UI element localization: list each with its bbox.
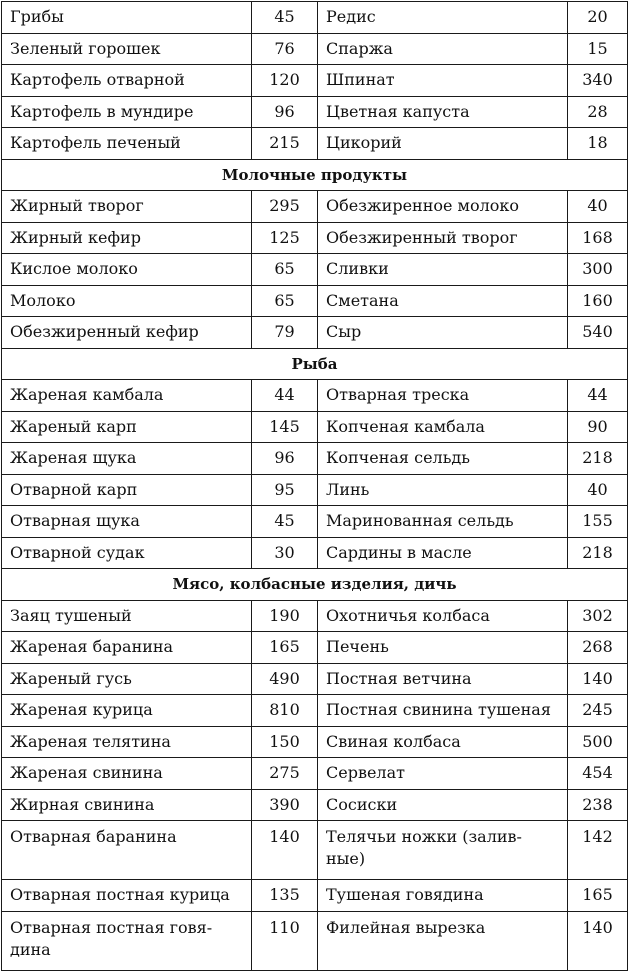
left-food-name: Молоко [2, 285, 252, 317]
left-calorie-value: 65 [252, 254, 318, 286]
table-row [2, 789, 628, 821]
table-row [2, 537, 628, 569]
right-calorie-value: 90 [568, 411, 628, 443]
left-calorie-value: 150 [252, 726, 318, 758]
left-calorie-value: 145 [252, 411, 318, 443]
left-calorie-value: 190 [252, 600, 318, 632]
table-row [2, 821, 628, 880]
left-food-name: Жареная телятина [2, 726, 252, 758]
table-row [2, 285, 628, 317]
left-food-name: Отварной карп [2, 474, 252, 506]
section-header-row [2, 569, 628, 601]
right-food-name: Сливки [318, 254, 568, 286]
left-calorie-value: 140 [252, 821, 318, 880]
right-calorie-value: 155 [568, 506, 628, 538]
right-calorie-value: 160 [568, 285, 628, 317]
right-food-name: Свиная колбаса [318, 726, 568, 758]
table-row [2, 128, 628, 160]
left-food-name: Кислое молоко [2, 254, 252, 286]
right-calorie-value: 44 [568, 380, 628, 412]
right-calorie-value: 28 [568, 96, 628, 128]
table-row [2, 758, 628, 790]
right-food-name: Сосиски [318, 789, 568, 821]
right-food-name: Охотничья колбаса [318, 600, 568, 632]
right-food-name: Отварная треска [318, 380, 568, 412]
left-food-name: Заяц тушеный [2, 600, 252, 632]
left-food-name: Картофель печеный [2, 128, 252, 160]
table-row [2, 726, 628, 758]
right-food-name: Шпинат [318, 65, 568, 97]
right-food-name: Сардины в масле [318, 537, 568, 569]
table-row [2, 317, 628, 349]
left-calorie-value: 30 [252, 537, 318, 569]
right-food-name: Тушеная говядина [318, 880, 568, 912]
right-food-name: Цветная капуста [318, 96, 568, 128]
left-food-name: Картофель в мундире [2, 96, 252, 128]
section-header-row [2, 348, 628, 380]
left-food-name: Отварной судак [2, 537, 252, 569]
table-row [2, 222, 628, 254]
right-calorie-value: 15 [568, 33, 628, 65]
right-food-name: Постная свинина тушеная [318, 695, 568, 727]
table-row [2, 254, 628, 286]
right-food-name: Сметана [318, 285, 568, 317]
right-calorie-value: 238 [568, 789, 628, 821]
right-food-name: Маринованная сельдь [318, 506, 568, 538]
right-food-name: Обезжиренное молоко [318, 191, 568, 223]
right-food-name: Копченая камбала [318, 411, 568, 443]
table-row [2, 411, 628, 443]
left-food-name: Жареная курица [2, 695, 252, 727]
left-calorie-value: 45 [252, 506, 318, 538]
right-food-name: Копченая сельдь [318, 443, 568, 475]
table-row [2, 600, 628, 632]
table-row [2, 695, 628, 727]
right-calorie-value: 300 [568, 254, 628, 286]
right-calorie-value: 165 [568, 880, 628, 912]
right-food-name: Телячьи ножки (залив-ные) [318, 821, 568, 880]
table-row [2, 632, 628, 664]
right-calorie-value: 218 [568, 537, 628, 569]
right-food-name: Филейная вырезка [318, 911, 568, 970]
left-food-name: Жареная свинина [2, 758, 252, 790]
left-calorie-value: 96 [252, 96, 318, 128]
left-calorie-value: 120 [252, 65, 318, 97]
right-food-name: Цикорий [318, 128, 568, 160]
right-calorie-value: 40 [568, 191, 628, 223]
table-row [2, 191, 628, 223]
section-header-row [2, 159, 628, 191]
left-food-name: Грибы [2, 2, 252, 34]
right-food-name: Сервелат [318, 758, 568, 790]
right-calorie-value: 500 [568, 726, 628, 758]
left-calorie-value: 76 [252, 33, 318, 65]
table-row [2, 474, 628, 506]
right-calorie-value: 268 [568, 632, 628, 664]
right-calorie-value: 168 [568, 222, 628, 254]
left-calorie-value: 390 [252, 789, 318, 821]
right-calorie-value: 245 [568, 695, 628, 727]
left-calorie-value: 810 [252, 695, 318, 727]
left-food-name: Зеленый горошек [2, 33, 252, 65]
left-calorie-value: 79 [252, 317, 318, 349]
left-calorie-value: 490 [252, 663, 318, 695]
left-food-name: Отварная баранина [2, 821, 252, 880]
left-food-name: Жареный карп [2, 411, 252, 443]
table-row [2, 2, 628, 34]
left-calorie-value: 125 [252, 222, 318, 254]
right-calorie-value: 20 [568, 2, 628, 34]
left-food-name: Жареная щука [2, 443, 252, 475]
right-food-name: Линь [318, 474, 568, 506]
calorie-table [1, 1, 628, 971]
right-calorie-value: 142 [568, 821, 628, 880]
right-calorie-value: 340 [568, 65, 628, 97]
right-calorie-value: 540 [568, 317, 628, 349]
section-title: Молочные продукты [2, 159, 628, 191]
right-food-name: Обезжиренный творог [318, 222, 568, 254]
section-title: Рыба [2, 348, 628, 380]
right-calorie-value: 140 [568, 911, 628, 970]
left-calorie-value: 110 [252, 911, 318, 970]
left-food-name: Жареная баранина [2, 632, 252, 664]
left-calorie-value: 95 [252, 474, 318, 506]
right-food-name: Спаржа [318, 33, 568, 65]
left-food-name: Жареный гусь [2, 663, 252, 695]
table-row [2, 96, 628, 128]
left-calorie-value: 45 [252, 2, 318, 34]
right-calorie-value: 18 [568, 128, 628, 160]
right-food-name: Редис [318, 2, 568, 34]
table-row [2, 880, 628, 912]
table-row [2, 663, 628, 695]
table-row [2, 911, 628, 970]
left-calorie-value: 65 [252, 285, 318, 317]
right-calorie-value: 218 [568, 443, 628, 475]
right-food-name: Печень [318, 632, 568, 664]
calorie-table-body [2, 2, 628, 971]
left-food-name: Жирный творог [2, 191, 252, 223]
table-row [2, 506, 628, 538]
left-calorie-value: 215 [252, 128, 318, 160]
left-food-name: Отварная постная говя-дина [2, 911, 252, 970]
table-row [2, 380, 628, 412]
left-food-name: Обезжиренный кефир [2, 317, 252, 349]
right-calorie-value: 40 [568, 474, 628, 506]
left-calorie-value: 165 [252, 632, 318, 664]
left-food-name: Отварная постная курица [2, 880, 252, 912]
table-row [2, 65, 628, 97]
left-food-name: Отварная щука [2, 506, 252, 538]
left-food-name: Жирный кефир [2, 222, 252, 254]
right-food-name: Сыр [318, 317, 568, 349]
right-food-name: Постная ветчина [318, 663, 568, 695]
right-calorie-value: 140 [568, 663, 628, 695]
left-food-name: Жирная свинина [2, 789, 252, 821]
left-calorie-value: 295 [252, 191, 318, 223]
left-food-name: Жареная камбала [2, 380, 252, 412]
right-calorie-value: 302 [568, 600, 628, 632]
right-calorie-value: 454 [568, 758, 628, 790]
left-food-name: Картофель отварной [2, 65, 252, 97]
section-title: Мясо, колбасные изделия, дичь [2, 569, 628, 601]
left-calorie-value: 275 [252, 758, 318, 790]
left-calorie-value: 135 [252, 880, 318, 912]
left-calorie-value: 96 [252, 443, 318, 475]
left-calorie-value: 44 [252, 380, 318, 412]
table-row [2, 33, 628, 65]
table-row [2, 443, 628, 475]
